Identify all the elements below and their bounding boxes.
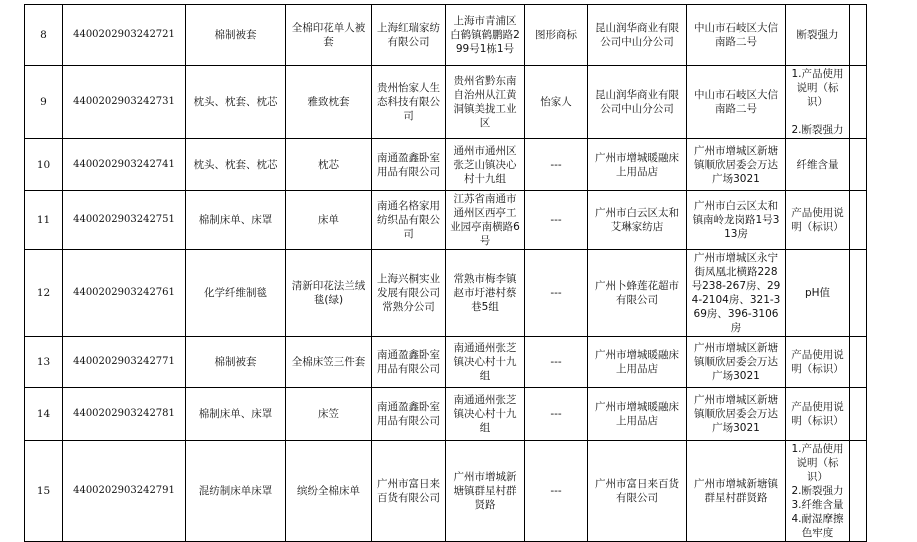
table-row	[25, 441, 867, 542]
row-number: 15	[25, 441, 63, 542]
table-row	[25, 139, 867, 191]
failed-items: 1.产品使用说明（标识） 2.断裂强力	[786, 66, 850, 139]
results-table-container	[24, 4, 867, 542]
product-category: 棉制被套	[186, 337, 286, 388]
trademark: 怡家人	[525, 66, 588, 139]
manufacturer-address: 广州市增城新塘镇群星村群贤路	[446, 441, 525, 542]
table-row	[25, 388, 867, 441]
seller: 广州市白云区太和艾琳家纺店	[588, 191, 687, 250]
manufacturer-address: 南通通州张芝镇决心村十九组	[446, 337, 525, 388]
seller: 广州市增城暖融床上用品店	[588, 139, 687, 191]
failed-items: pH值	[786, 250, 850, 337]
sample-code: 4400202903242741	[63, 139, 186, 191]
failed-items: 1.产品使用说明（标识） 2.断裂强力 3.纤维含量 4.耐湿摩擦色牢度	[786, 441, 850, 542]
manufacturer-address: 贵州省黔东南自治州从江黄洞镇美拢工业区	[446, 66, 525, 139]
product-category: 枕头、枕套、枕芯	[186, 139, 286, 191]
product-name: 枕芯	[286, 139, 372, 191]
seller-address: 中山市石岐区大信南路二号	[687, 66, 786, 139]
product-category: 化学纤维制毯	[186, 250, 286, 337]
sample-code: 4400202903242791	[63, 441, 186, 542]
empty-cell	[850, 250, 867, 337]
product-category: 枕头、枕套、枕芯	[186, 66, 286, 139]
seller-address: 广州市增城新塘镇群星村群贤路	[687, 441, 786, 542]
product-name: 床笠	[286, 388, 372, 441]
product-category: 棉制被套	[186, 5, 286, 66]
seller: 广州市增城暖融床上用品店	[588, 337, 687, 388]
row-number: 13	[25, 337, 63, 388]
failed-items: 纤维含量	[786, 139, 850, 191]
sample-code: 4400202903242731	[63, 66, 186, 139]
sample-code: 4400202903242721	[63, 5, 186, 66]
trademark: ---	[525, 388, 588, 441]
row-number: 9	[25, 66, 63, 139]
failed-items: 产品使用说明（标识）	[786, 191, 850, 250]
seller: 广州卜蜂莲花超市有限公司	[588, 250, 687, 337]
trademark: 图形商标	[525, 5, 588, 66]
row-number: 11	[25, 191, 63, 250]
manufacturer: 南通盈鑫卧室用品有限公司	[372, 388, 446, 441]
manufacturer-address: 常熟市梅李镇赵市圩港村蔡巷5组	[446, 250, 525, 337]
seller: 广州市增城暖融床上用品店	[588, 388, 687, 441]
empty-cell	[850, 441, 867, 542]
manufacturer: 南通名格家用纺织品有限公司	[372, 191, 446, 250]
product-name: 雅致枕套	[286, 66, 372, 139]
table-row	[25, 66, 867, 139]
seller-address: 广州市白云区太和镇南岭龙岗路1号313房	[687, 191, 786, 250]
manufacturer: 广州市富日来百货有限公司	[372, 441, 446, 542]
manufacturer-address: 江苏省南通市通州区西亭工业园亭南横路6号	[446, 191, 525, 250]
sample-code: 4400202903242771	[63, 337, 186, 388]
empty-cell	[850, 66, 867, 139]
trademark: ---	[525, 250, 588, 337]
product-category: 棉制床单、床罩	[186, 388, 286, 441]
table-row	[25, 5, 867, 66]
table-row	[25, 337, 867, 388]
product-name: 全棉床笠三件套	[286, 337, 372, 388]
manufacturer-address: 南通通州张芝镇决心村十九组	[446, 388, 525, 441]
seller-address: 广州市增城区永宁街凤凰北横路228号238-267房、294-2104房、321-369房、396-3106房	[687, 250, 786, 337]
row-number: 14	[25, 388, 63, 441]
sample-code: 4400202903242751	[63, 191, 186, 250]
seller-address: 广州市增城区新塘镇顺欣居委会万达广场3021	[687, 337, 786, 388]
seller: 昆山润华商业有限公司中山分公司	[588, 5, 687, 66]
manufacturer: 南通盈鑫卧室用品有限公司	[372, 139, 446, 191]
trademark: ---	[525, 139, 588, 191]
manufacturer: 贵州怡家人生态科技有限公司	[372, 66, 446, 139]
manufacturer: 上海兴桐实业发展有限公司常熟分公司	[372, 250, 446, 337]
seller: 昆山润华商业有限公司中山分公司	[588, 66, 687, 139]
manufacturer: 南通盈鑫卧室用品有限公司	[372, 337, 446, 388]
product-category: 棉制床单、床罩	[186, 191, 286, 250]
product-category: 混纺制床单床罩	[186, 441, 286, 542]
row-number: 10	[25, 139, 63, 191]
failed-items: 产品使用说明（标识）	[786, 388, 850, 441]
table-row	[25, 250, 867, 337]
product-name: 缤纷全棉床单	[286, 441, 372, 542]
manufacturer-address: 上海市青浦区白鹤镇鹤鹏路299号1栋1号	[446, 5, 525, 66]
seller-address: 中山市石岐区大信南路二号	[687, 5, 786, 66]
sampling-results-table	[24, 4, 867, 542]
empty-cell	[850, 139, 867, 191]
failed-items: 产品使用说明（标识）	[786, 337, 850, 388]
empty-cell	[850, 5, 867, 66]
table-row	[25, 191, 867, 250]
trademark: ---	[525, 191, 588, 250]
empty-cell	[850, 388, 867, 441]
trademark: ---	[525, 441, 588, 542]
row-number: 8	[25, 5, 63, 66]
failed-items: 断裂强力	[786, 5, 850, 66]
row-number: 12	[25, 250, 63, 337]
product-name: 清新印花法兰绒毯(绿)	[286, 250, 372, 337]
seller: 广州市富日来百货有限公司	[588, 441, 687, 542]
product-name: 全棉印花单人被套	[286, 5, 372, 66]
manufacturer-address: 通州市通州区张芝山镇决心村十九组	[446, 139, 525, 191]
seller-address: 广州市增城区新塘镇顺欣居委会万达广场3021	[687, 388, 786, 441]
product-name: 床单	[286, 191, 372, 250]
trademark: ---	[525, 337, 588, 388]
seller-address: 广州市增城区新塘镇顺欣居委会万达广场3021	[687, 139, 786, 191]
sample-code: 4400202903242781	[63, 388, 186, 441]
sample-code: 4400202903242761	[63, 250, 186, 337]
empty-cell	[850, 191, 867, 250]
manufacturer: 上海红瑞家纺有限公司	[372, 5, 446, 66]
empty-cell	[850, 337, 867, 388]
